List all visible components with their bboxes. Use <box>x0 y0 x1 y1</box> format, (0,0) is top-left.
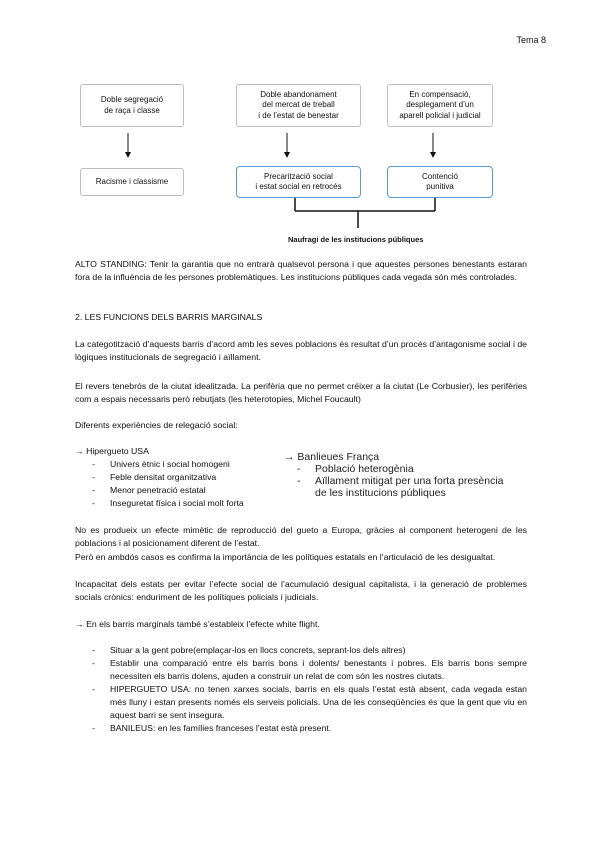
final-item: - Situar a la gent pobre(emplaçar-los en llocs concrets, seprant-los dels altres) <box>92 644 527 657</box>
diagram-box-segregacio: Doble segregació de raça i classe <box>80 84 184 127</box>
final-item: - Establir una comparació entre els barris bons i dolents/ benestants i pobres. Els barris bons sempre necessiten els barris dolens, ajuden a construir un relat de com són les nostres ciutats. <box>92 657 527 683</box>
usa-list <box>92 458 282 510</box>
diagram-box-racisme: Racisme i classisme <box>80 168 184 196</box>
final-list <box>92 644 527 735</box>
usa-item: - Univers ètnic i social homogeni <box>92 458 282 471</box>
usa-item: - Menor penetració estatal <box>92 484 282 497</box>
paragraph-no-es-produeix: No es produeix un efecte mimètic de reproducció del gueto a Europa, gràcies al component heterogeni de les poblacions i al posicionament diferent de l’estat. <box>75 525 527 548</box>
paragraph-alto-standing <box>75 258 527 284</box>
alto-standing-text: Tenir la garantia que no entrarà qualsevol persona i que aquestes persones benestants estaran fora de la influència de les persones problemàtiques. Les institucions públiques cada vegada són més controlades. <box>75 259 527 282</box>
diagram-box-contencio: Contenció punitiva <box>387 166 493 198</box>
paragraph-diferents: Diferents experiències de relegació social: <box>75 420 238 430</box>
alto-standing-label: ALTO STANDING: <box>75 259 147 269</box>
section-title: 2. LES FUNCIONS DELS BARRIS MARGINALS <box>75 312 263 322</box>
france-item: - Aïllament mitigat per una forta presència de les institucions públiques <box>297 475 512 499</box>
diagram-caption: Naufragi de les institucions públiques <box>288 235 424 244</box>
paragraph-revers: El revers tenebrós de la ciutat idealitzada. La perifèria que no permet créixer a la ciutat (Le Corbusier), les perifèries com a espais necessaris però rebutjats (les heterotopies, Michel Foucault) <box>75 381 527 404</box>
paragraph-white-flight: → En els barris marginals també s’estableix l’efecte white flight. <box>75 619 320 629</box>
diagram-box-precaritzacio: Precarització social i estat social en retrocés <box>236 166 361 198</box>
usa-item: - Inseguretat física i social molt forta <box>92 497 282 510</box>
page-header-topic: Tema 8 <box>516 35 546 45</box>
final-item: - HIPERGUETO USA: no tenen xarxes socials, barris en els quals l’estat està absent, cada vegada estan més lluny i estan presents només els serveis policials. Una de les conseqüències és que la gent que viu en aquest barri se sent insegura. <box>92 683 527 722</box>
diagram-connectors <box>0 0 600 260</box>
paragraph-pero-en: Però en ambdós casos es confirma la importància de les polítiques estatals en l’articulació de les desigualtat. <box>75 552 496 562</box>
france-title: → Banlieues França <box>284 451 380 463</box>
diagram-box-compensacio: En compensació, desplegament d’un aparell policial i judicial <box>387 84 493 127</box>
usa-item: - Feble densitat organitzativa <box>92 471 282 484</box>
paragraph-categoritzacio: La categotització d’aquests barris d’acord amb les seves poblacions és resultat d’un procés d’antagonisme social i de lògiques institucionals de segregació i aïllament. <box>75 339 527 362</box>
france-item: - Població heterogènia <box>297 463 512 475</box>
usa-title: → Hipergueto USA <box>75 446 149 456</box>
final-item: - BANILEUS: en les famílies franceses l’estat està present. <box>92 722 527 735</box>
paragraph-incapacitat: Incapacitat dels estats per evitar l’efecte social de l’acumulació desigual capitalista, i la generació de problemes socials crònics: enduriment de les polítiques policials i judicials. <box>75 579 527 602</box>
france-list <box>297 463 512 499</box>
diagram-box-abandonament: Doble abandonament del mercat de treball i de l’estat de benestar <box>236 84 361 127</box>
